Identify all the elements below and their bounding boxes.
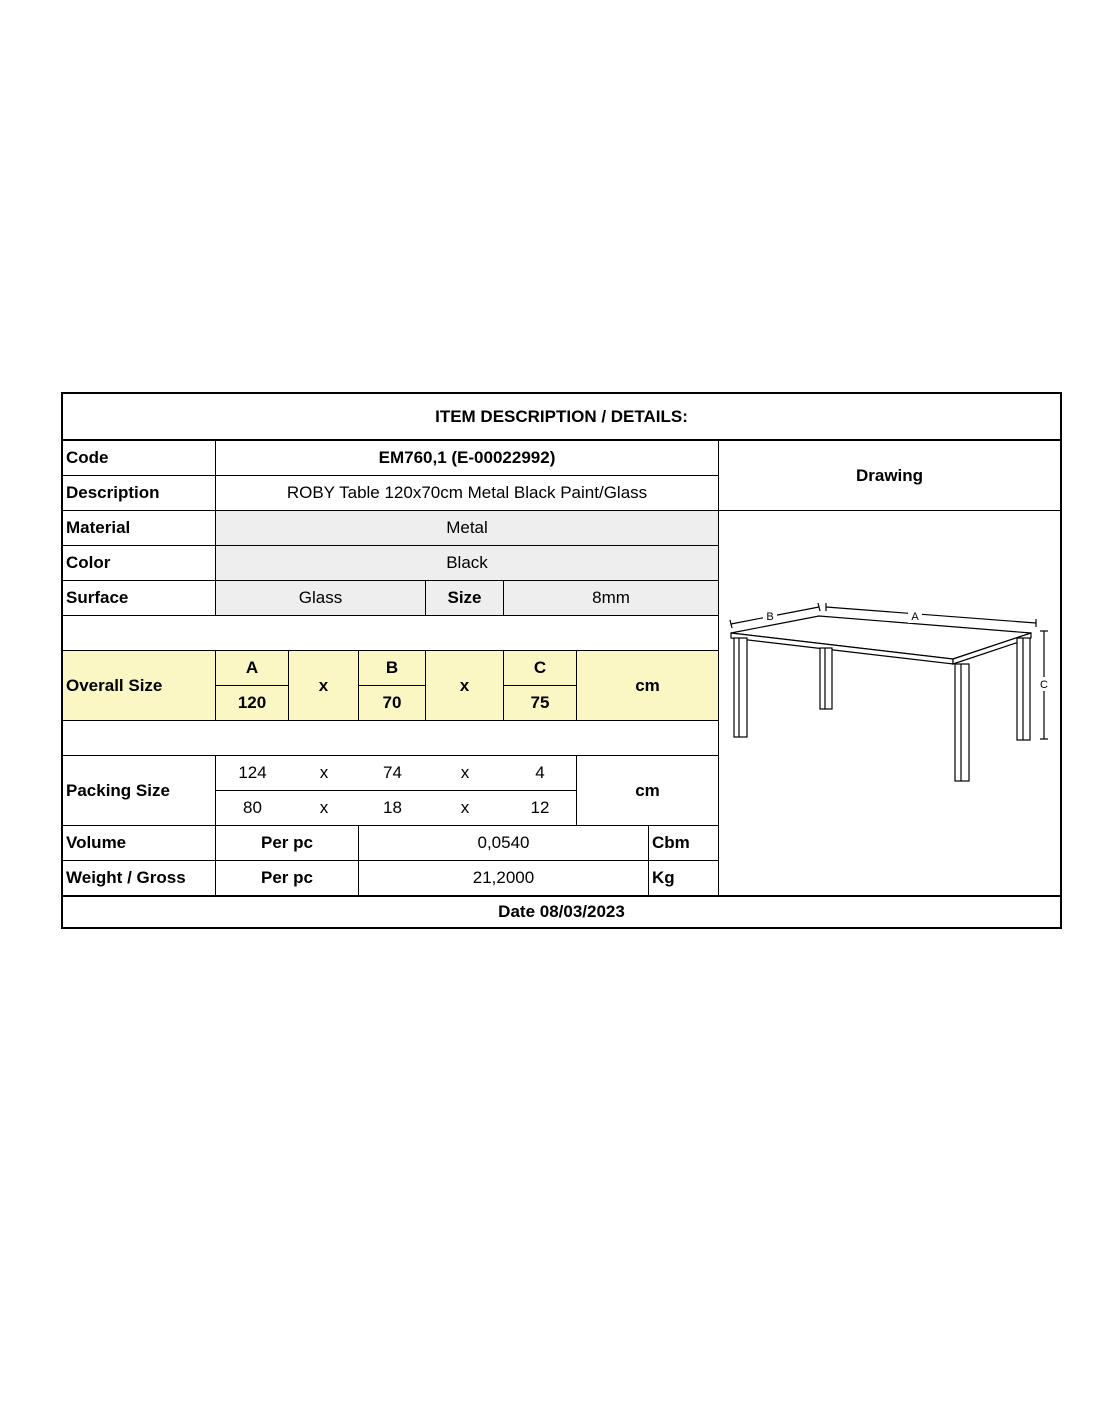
drawing-title: Drawing [719,441,1060,511]
packing-row2-dim2: 18 [359,791,426,826]
overall-size-header-c: C [504,651,577,686]
volume-label: Volume [63,826,216,861]
overall-size-header-a: A [216,651,289,686]
dimension-label-b: B [766,611,774,623]
footer-date: Date 08/03/2023 [63,895,1060,927]
packing-row1-dim2: 74 [359,756,426,791]
volume-value: 0,0540 [359,826,649,861]
dimension-label-c: C [1040,679,1048,691]
overall-size-label: Overall Size [63,651,216,721]
packing-row1-dim1: 124 [216,756,289,791]
table-leg-front-left [734,638,747,737]
packing-size-label: Packing Size [63,756,216,826]
color-label: Color [63,546,216,581]
overall-size-value-b: 70 [359,686,426,721]
color-value: Black [216,546,719,581]
volume-basis: Per pc [216,826,359,861]
code-label: Code [63,441,216,476]
material-value: Metal [216,511,719,546]
overall-size-separator: x [426,651,504,721]
weight-unit: Kg [649,861,719,896]
size-value: 8mm [504,581,719,616]
item-details-sheet [61,392,1062,929]
overall-size-value-c: 75 [504,686,577,721]
overall-size-header-b: B [359,651,426,686]
overall-size-value-a: 120 [216,686,289,721]
packing-row2-dim1: 80 [216,791,289,826]
table-leg-front-right [955,664,969,781]
table-leg-back-left [820,648,832,709]
overall-size-unit: cm [577,651,719,721]
spacer-row [63,721,719,756]
description-label: Description [63,476,216,511]
code-value: EM760,1 (E-00022992) [216,441,719,476]
dimension-label-a: A [911,611,919,623]
overall-size-separator: x [289,651,359,721]
sheet-title: ITEM DESCRIPTION / DETAILS: [63,394,1060,441]
packing-row2-dim3: 12 [504,791,577,826]
material-label: Material [63,511,216,546]
packing-row1-separator: x [289,756,359,791]
size-label: Size [426,581,504,616]
packing-row2-separator: x [289,791,359,826]
surface-label: Surface [63,581,216,616]
description-value: ROBY Table 120x70cm Metal Black Paint/Glass [216,476,719,511]
weight-value: 21,2000 [359,861,649,896]
table-drawing [719,511,1062,895]
spacer-row [63,616,719,651]
packing-row2-separator: x [426,791,504,826]
packing-row1-dim3: 4 [504,756,577,791]
packing-size-unit: cm [577,756,719,826]
volume-unit: Cbm [649,826,719,861]
packing-row1-separator: x [426,756,504,791]
surface-value: Glass [216,581,426,616]
drawing-area [719,511,1062,895]
weight-label: Weight / Gross [63,861,216,896]
weight-basis: Per pc [216,861,359,896]
